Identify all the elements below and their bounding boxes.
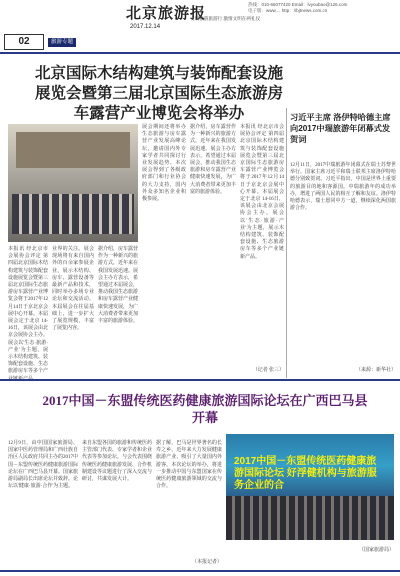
- page-header: [0, 0, 400, 52]
- article-column-1: 本报讯 经北京市会展协会评定 第四届北京国际木结构建筑与装饰配套设施展览会暨第三届北京国际生态旅游房车露营产业博览会将于2017年12月14日于京北京会展中心开幕。本届展会定于北京 14-16日，该展会由北京会展协会主办。展会以'生态·旅游·产业'为主题，展示木结构建筑、装饰配套设施、生态旅游房车等多个产: [8, 247, 49, 375]
- photo-credit: （国家旅游局）: [358, 548, 394, 553]
- footer-rule: [0, 570, 400, 572]
- photo-stage: [16, 132, 130, 168]
- header-rule: [0, 52, 400, 54]
- banner-crowd: [226, 496, 394, 540]
- newspaper-title: 北京旅游报: [126, 6, 207, 22]
- main-headline: 北京国际木结构建筑与装饰配套设施展览会暨第三届北京国际生态旅游房车露营产业博览会将举办: [34, 65, 283, 122]
- event-photo: [8, 124, 138, 242]
- article-column-2: 业界的关注。展会现场将有来自国内外的百余家参展企业，展示木结构、房车、露营设备等最新产品和技术，同时举办多场专业论坛和交流活动。本届展会在往届基础上，进一步扩大了展览规模，丰富了展览内容。: [52, 247, 94, 332]
- column-divider: [286, 108, 287, 378]
- section2-author: （本报记者）: [191, 560, 222, 565]
- editor-line: 文明旅游旅游行 激情文明在两礼仪: [190, 16, 261, 21]
- section2-headline: 2017中国－东盟传统医药健康旅游国际论坛在广西巴马县开幕: [42, 393, 368, 425]
- banner-text: 2017中国－东盟传统医药健康旅游国际论坛 好浮健机构与旅游服务企业的合: [234, 456, 377, 491]
- right-article-title: 习近平主席 洛伊特哈德主席 向2017中瑞旅游年闭幕式发贺词: [290, 113, 391, 144]
- article-column-5: 本报讯 经北京市会展协会评定 第四届北京国际木结构建筑与装饰配套设施展览会暨第三届北京国际生态旅游房车露营产业博览会将于2017年12月14日于京北京会展中心开幕。本届展会定于北京 14-16日，该展会由北京会展协会主办。展会以'生态·旅游·产业'为主题，展示木结构建筑、装饰配套设施、生态旅游房车等多个产业链新产品。: [240, 125, 284, 260]
- issue-date: 2017.12.14: [130, 24, 161, 30]
- article-author: （记者 张三）: [252, 368, 284, 373]
- contact-line: [248, 2, 398, 14]
- forum-banner-photo: [226, 434, 394, 540]
- page-number: 02: [4, 34, 44, 50]
- article-column-4: 据介绍，房车露营作为一种新兴的旅游方式，近年来在我国发展迅速。展会主办方表示，希望通过本届展会，推动我国生态旅游和房车露营产业健康快速发展，为广大消费者带来更加丰富的旅游体验。: [190, 125, 236, 195]
- section-rule: [0, 379, 400, 381]
- article-column-3: 展会期间还将举办生态旅游与房车露营产业发展高峰论坛，邀请国内外专家学者共同探讨行业发展趋势。本次展会得到了各级政府部门和行业协会的大力支持，国内外众多知名企业积极参展。: [142, 125, 186, 203]
- column-label: 旅游专题: [48, 38, 76, 47]
- section2-column-2: 来自东盟各国的旅游和传统医药主管部门代表、专家学者和企业代表等参加论坛。与会代表围绕传统医药健康旅游发展、合作机制建设等议题进行了深入交流与研讨，共谋发展大计。: [82, 441, 153, 483]
- contact-email: 热线：010-66077420 Email：lvyoubao@126.com: [248, 2, 348, 7]
- contact-web: 电子版：www.... http：//bjtnews.com.cn: [248, 8, 328, 13]
- right-article-source: （来源：新华社）: [355, 368, 396, 373]
- photo-audience: [12, 194, 134, 234]
- section2-column-3: 据了解，巴马是世界著名的长寿之乡，近年来大力发展健康旅游产业，吸引了大量国内外游客。本次论坛的举办，将进一步推动中国与东盟国家在传统医药健康旅游领域的交流与合作。: [156, 441, 222, 490]
- section2-column-1: 12月9日，由中国国家旅游局、国家中医药管理局和广西壮族自治区人民政府共同主办的2017中国－东盟传统医药健康旅游国际论坛在广西巴马县开幕。国家旅游局副局长出席论坛并致辞。论坛以'健康·旅游·合作'为主题。: [8, 441, 79, 490]
- right-article-body: 12月11日，2017中瑞旅游年闭幕式在瑞士苏黎世举行。国家主席习近平和瑞士联邦主席洛伊特哈德分别致贺词。习近平指出，中国是世界上重要的旅游目的地和客源国。中瑞旅游年的成功举办，增进了两国人民的相互了解和友谊。洛伊特哈德表示，瑞士愿同中方一道，继续深化两国旅游合作。: [290, 163, 396, 212]
- article-column-3b: 据介绍，房车露营作为一种新兴的旅游方式，近年来在我国发展迅速。展会主办方表示，希望通过本届展会，推动我国生态旅游和房车露营产业健康快速发展，为广大消费者带来更加丰富的旅游体验。: [98, 247, 139, 325]
